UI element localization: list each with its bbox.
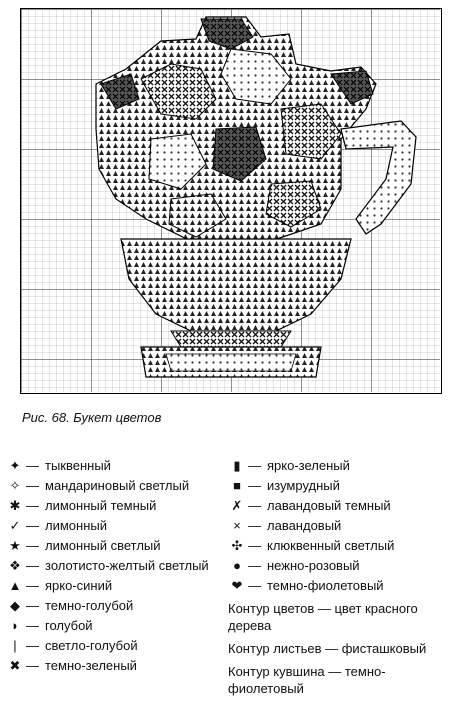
legend-dash: — <box>248 478 261 493</box>
legend-dash: — <box>26 658 39 673</box>
four-ball-cross-icon: ✣ <box>231 538 243 553</box>
contour-color: темно-фиолетовый <box>228 664 386 696</box>
contour-name: Контур цветов <box>228 601 315 616</box>
legend-item <box>4 556 219 576</box>
figure-caption: Рис. 68. Букет цветов <box>22 410 162 425</box>
legend-label: мандариновый светлый <box>45 478 190 493</box>
legend-item <box>4 636 219 656</box>
legend-item <box>226 576 458 596</box>
circle-icon: ● <box>233 558 241 573</box>
legend-label: ярко-синий <box>45 578 113 593</box>
legend-label: нежно-розовый <box>267 558 360 573</box>
contour-notes <box>228 600 461 703</box>
contour-color: цвет красного дерева <box>228 601 418 633</box>
legend-right-column <box>226 456 458 596</box>
legend-label: голубой <box>45 618 93 633</box>
contour-flowers: Контур цветов — цвет красного дерева <box>228 601 418 633</box>
legend-item <box>226 536 458 556</box>
legend-item <box>4 496 219 516</box>
ballot-x-icon: ✗ <box>231 498 243 513</box>
legend-dash: — <box>26 598 39 613</box>
legend-label: лимонный темный <box>45 498 157 513</box>
vertical-bar-icon: | <box>13 638 17 653</box>
legend-dash: — <box>248 538 261 553</box>
contour-jug: Контур кувшина — темно-фиолетовый <box>228 664 386 696</box>
contour-name: Контур листьев <box>228 641 322 656</box>
contour-leaves: Контур листьев — фисташковый <box>228 641 427 656</box>
legend-dash: — <box>26 558 39 573</box>
legend-label: темно-голубой <box>45 598 134 613</box>
thin-bar-icon: ▮ <box>233 458 241 473</box>
legend-item <box>226 476 458 496</box>
legend-item <box>4 576 219 596</box>
legend-item <box>4 476 219 496</box>
legend-item <box>226 556 458 576</box>
diamond-cluster-icon: ❖ <box>9 558 21 573</box>
bold-cross-icon: ✖ <box>9 658 21 673</box>
legend-item <box>226 516 458 536</box>
legend-dash: — <box>26 498 39 513</box>
legend-label: золотисто-желтый светлый <box>45 558 209 573</box>
legend-label: темно-зеленый <box>45 658 137 673</box>
multiplication-x-icon: × <box>233 518 241 533</box>
contour-color: фисташковый <box>341 641 427 656</box>
triangle-icon: ▲ <box>8 578 22 593</box>
contour-name: Контур кувшина <box>228 664 325 679</box>
legend-dash: — <box>26 638 39 653</box>
square-icon: ■ <box>233 478 241 493</box>
jug-body <box>121 239 351 377</box>
diamond-icon: ◆ <box>10 598 20 613</box>
legend-item <box>4 596 219 616</box>
four-point-star-icon: ✦ <box>9 458 21 473</box>
check-icon: ✓ <box>9 518 21 533</box>
star-icon: ★ <box>9 538 21 553</box>
legend-left-column <box>4 456 219 676</box>
legend-item <box>4 516 219 536</box>
legend-item <box>226 496 458 516</box>
legend-item <box>4 656 219 676</box>
legend-dash: — <box>26 518 39 533</box>
legend-label: светло-голубой <box>45 638 138 653</box>
legend-dash: — <box>248 518 261 533</box>
legend-dash: — <box>248 498 261 513</box>
asterisk-icon: ✱ <box>9 498 21 513</box>
cross-stitch-chart <box>20 8 442 394</box>
legend-label: ярко-зеленый <box>267 458 350 473</box>
half-circle-icon: ◗ <box>11 618 19 633</box>
heart-icon: ❤ <box>231 578 243 593</box>
legend-dash: — <box>248 558 261 573</box>
legend-label: лавандовый темный <box>267 498 391 513</box>
legend-dash: — <box>26 538 39 553</box>
legend-label: темно-фиолетовый <box>267 578 384 593</box>
legend-dash: — <box>248 578 261 593</box>
outline-star-icon: ✧ <box>9 478 21 493</box>
legend-label: изумрудный <box>267 478 340 493</box>
legend-label: клюквенный светлый <box>267 538 395 553</box>
chart-grid-image <box>21 9 440 392</box>
legend-dash: — <box>26 618 39 633</box>
legend-dash: — <box>248 458 261 473</box>
legend-dash: — <box>26 578 39 593</box>
legend-item <box>4 616 219 636</box>
legend-dash: — <box>26 478 39 493</box>
legend-label: лавандовый <box>267 518 342 533</box>
legend-label: тыквенный <box>45 458 111 473</box>
legend-label: лимонный светлый <box>45 538 161 553</box>
legend-label: лимонный <box>45 518 107 533</box>
legend-dash: — <box>26 458 39 473</box>
legend-item <box>226 456 458 476</box>
legend-item <box>4 536 219 556</box>
legend-item <box>4 456 219 476</box>
